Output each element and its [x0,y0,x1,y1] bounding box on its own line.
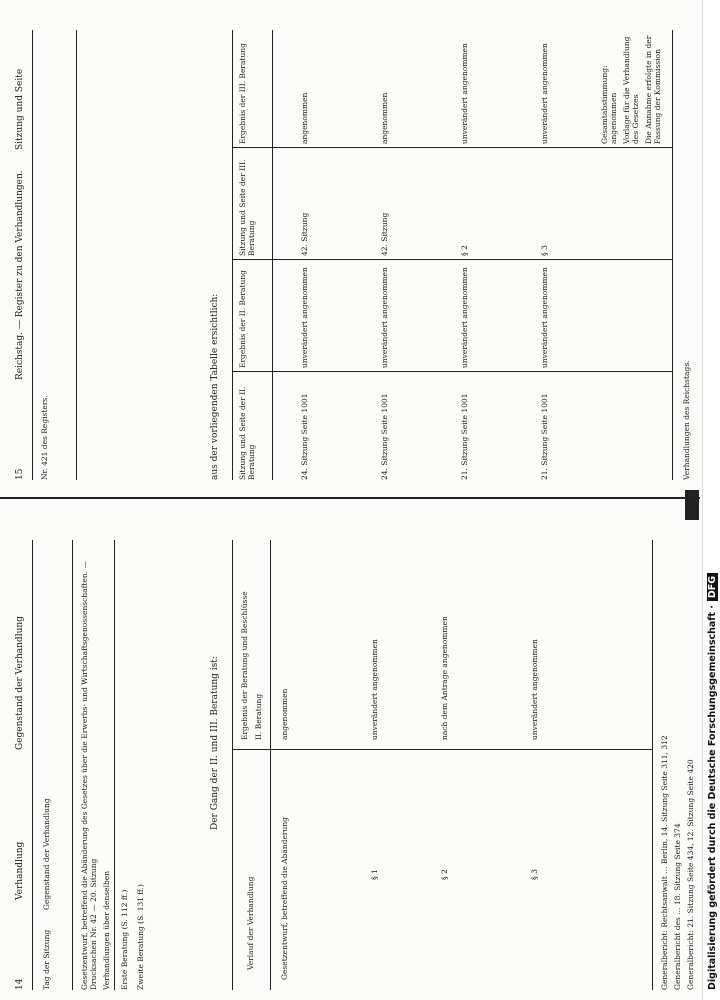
row-4-result-3: unverändert angenommen [540,43,549,144]
table-header-1: Sitzung und Seite der II. Beratung [238,386,256,480]
footer-line-2: Generalbericht des ... 18. Sitzung Seite 374 [673,823,682,990]
entry-rule [114,540,115,990]
table-bottom-rule [652,540,653,990]
row-3-label: § 2 [440,869,449,880]
header-rule [32,540,33,990]
row-2-result: unverändert angenommen [370,639,379,740]
page-number: 15 [15,468,25,480]
binding-mark [685,490,699,520]
header-col-2: Gegenstand der Verhandlung [42,798,51,910]
table-header-3: Sitzung und Seite der III. Beratung [238,159,256,256]
table-header-4: Ergebnis der III. Beratung [238,43,247,144]
row-2-label: § 1 [370,869,379,880]
table-bottom-rule [672,30,673,480]
row-1-result: angenommen [280,688,289,740]
row-3-result: nach dem Antrage angenommen [440,616,449,740]
entry-3: Erste Beratung (S. 112 ff.) [120,889,129,990]
table-top-rule [232,540,233,990]
row-3-session-3: § 2 [460,245,469,256]
row-3-session: 21. Sitzung Seite 1001 [460,393,469,480]
side-note-2: Vorlage für die Verhandlung des Gesetzes [622,36,640,144]
watermark-label: Digitalisierung gefördert durch die Deutsche Forschungsgemeinschaft · [707,605,718,990]
row-2-result: unverändert angenommen [380,267,389,368]
row-2-session-3: 42. Sitzung [380,212,389,256]
running-head-right: Sitzung und Seite [15,68,25,150]
row-2-result-3: angenommen [380,92,389,144]
page-gutter [0,497,700,499]
running-head-right: Gegenstand der Verhandlung [15,616,25,750]
table-header-rule [270,540,271,990]
col-divider-2 [232,259,672,260]
row-1-label: Gesetzentwurf, betreffend die Abänderung [280,817,289,980]
table-header-rule [272,30,273,480]
table-header-2: Ergebnis der II. Beratung [238,270,247,368]
header-rule [32,30,33,480]
row-1-session: 24. Sitzung Seite 1001 [300,393,309,480]
section-title: Der Gang der II. und III. Beratung ist: [210,656,220,830]
side-note-3: Die Annahme erfolgte in der Fassung der Kommission [644,35,662,144]
row-1-result: unverändert angenommen [300,267,309,368]
row-3-result-3: unverändert angenommen [460,43,469,144]
table-header-1: Verlauf der Verhandlung [246,876,255,970]
running-head: Reichstag. — Register zu den Verhandlungen. [15,170,25,380]
dfg-watermark-strip [702,0,720,1000]
row-4-result: unverändert angenommen [540,267,549,368]
left-page [10,540,700,990]
row-2-session: 24. Sitzung Seite 1001 [380,393,389,480]
header-rule-2 [72,540,73,990]
col-divider-3 [232,147,672,148]
side-note-1: Gesamtabstimmung: angenommen [600,65,618,144]
entry-1: Gesetzentwurf, betreffend die Abänderung des Gesetzes über die Erwerbs- und Wirtschaftsgenossenschaften. — Drucksachen Nr. 42 — 20. Sitzung [80,561,98,990]
dfg-logo: DFG [707,573,718,601]
footer: Verhandlungen des Reichstags. [682,360,691,480]
row-1-session-3: 42. Sitzung [300,212,309,256]
row-4-session: 21. Sitzung Seite 1001 [540,393,549,480]
col-divider-1 [232,371,672,372]
header-rule-2 [76,30,77,480]
page-number: 14 [15,978,25,990]
table-header-3: II. Beratung [254,693,263,740]
footer-line-1: Generalbericht: Rechtsanwalt ... Berlin, 14. Sitzung Seite 311, 312 [660,735,669,990]
entry-2: Verhandlungen über denselben [102,870,111,990]
right-page [10,30,700,480]
row-4-result: unverändert angenommen [530,639,539,740]
footer-line-3: Generalbericht: 21. Sitzung Seite 434, 12. Sitzung Seite 420 [686,759,695,990]
entry-4: Zweite Beratung (S. 131 ff.) [136,884,145,990]
section-title: aus der vorliegenden Tabelle ersichtlich: [210,293,220,480]
row-1-result-3: angenommen [300,92,309,144]
table-top-rule [232,30,233,480]
table-col-divider [232,749,652,750]
row-3-result: unverändert angenommen [460,267,469,368]
table-header-2: Ergebnis der Beratung und Beschlüsse [240,591,249,740]
dfg-watermark-text [707,573,718,990]
intro: Nr. 421 des Registers. [40,395,49,480]
running-head: Verhandlung [15,841,25,900]
row-4-session-3: § 3 [540,245,549,256]
row-4-label: § 3 [530,869,539,880]
header-col-1: Tag der Sitzung [42,929,51,990]
